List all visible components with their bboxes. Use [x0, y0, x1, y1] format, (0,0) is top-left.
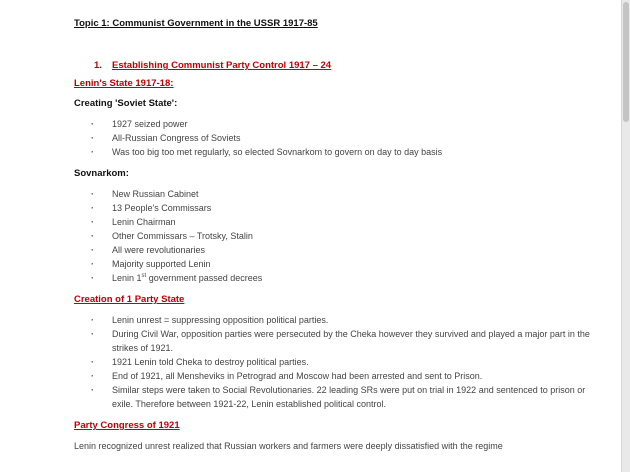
list-item-text: Lenin 1: [112, 273, 142, 283]
heading-lenins-state: Lenin's State 1917-18:: [74, 78, 174, 89]
creating-list: [74, 117, 594, 159]
list-item: · All were revolutionaries: [74, 243, 594, 257]
vertical-scrollbar[interactable]: [621, 0, 630, 472]
section-number: 1.: [94, 60, 102, 71]
superscript: st: [141, 273, 147, 279]
list-item: · New Russian Cabinet: [74, 187, 594, 201]
list-item: · Other Commissars – Trotsky, Stalin: [74, 229, 594, 243]
document-content: [74, 17, 594, 453]
list-item: · 13 People's Commissars: [74, 201, 594, 215]
section-heading: [94, 59, 594, 73]
one-party-list: [74, 313, 594, 411]
list-item-text: government passed decrees: [146, 273, 263, 283]
list-item: · Lenin Chairman: [74, 215, 594, 229]
list-item: · End of 1921, all Mensheviks in Petrograd and Moscow had been arrested and sent to Prison.: [74, 369, 594, 383]
list-item: · Was too big too met regularly, so elected Sovnarkom to govern on day to day basis: [74, 145, 594, 159]
list-item: · All-Russian Congress of Soviets: [74, 131, 594, 145]
document-title: Topic 1: Communist Government in the USSR 1917-85: [74, 18, 318, 29]
congress-paragraph: Lenin recognized unrest realized that Russian workers and farmers were deeply dissatisfied with the regime: [74, 441, 503, 451]
list-item: · Lenin unrest = suppressing opposition political parties.: [74, 313, 594, 327]
heading-one-party-state: Creation of 1 Party State: [74, 294, 185, 305]
list-item: · 1921 Lenin told Cheka to destroy political parties.: [74, 355, 594, 369]
heading-party-congress: Party Congress of 1921: [74, 420, 180, 431]
list-item: · 1927 seized power: [74, 117, 594, 131]
list-item: · Similar steps were taken to Social Revolutionaries. 22 leading SRs were put on trial in 1922 and sentenced to prison or exile. Therefore between 1921-22, Lenin established political control.: [74, 383, 594, 411]
scrollbar-thumb[interactable]: [623, 2, 629, 122]
heading-creating-soviet-state: Creating 'Soviet State':: [74, 98, 178, 109]
section-title: Establishing Communist Party Control 1917 – 24: [112, 60, 332, 71]
list-item: · Majority supported Lenin: [74, 257, 594, 271]
list-item: [74, 271, 594, 285]
list-item: · During Civil War, opposition parties were persecuted by the Cheka however they survived and played a major part in the strikes of 1921.: [74, 327, 594, 355]
heading-sovnarkom: Sovnarkom:: [74, 168, 129, 179]
sovnarkom-list: [74, 187, 594, 285]
